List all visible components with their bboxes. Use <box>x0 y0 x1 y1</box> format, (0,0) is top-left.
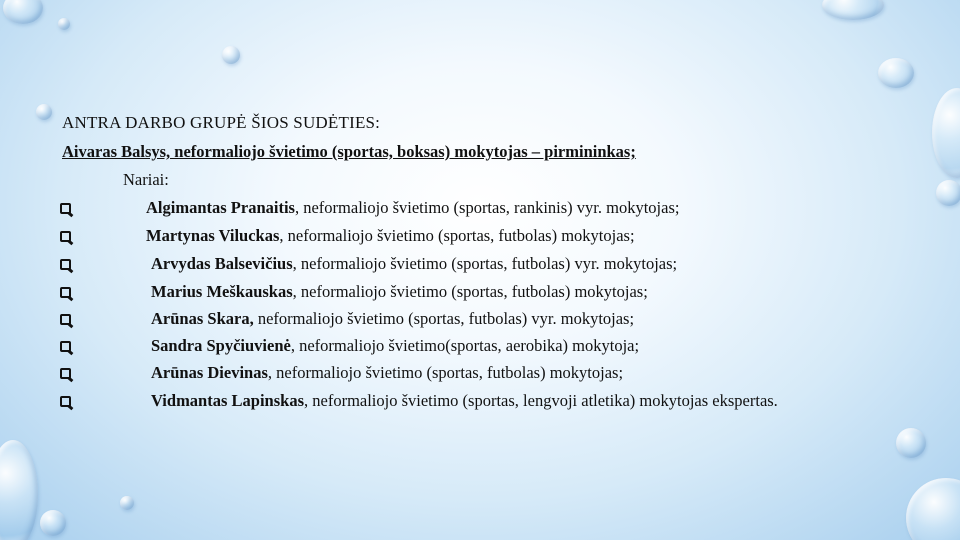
member-item <box>151 336 639 356</box>
member-description: , neformaliojo švietimo (sportas, rankinis) vyr. mokytojas; <box>294 198 680 217</box>
checkbox-bullet-icon <box>60 228 71 246</box>
member-item <box>151 282 648 302</box>
checkbox-bullet-icon <box>60 256 71 274</box>
member-name: Arvydas Balsevičius <box>151 254 293 273</box>
member-item <box>146 198 679 218</box>
member-item <box>151 363 623 383</box>
member-description: , neformaliojo švietimo(sportas, aerobika) mokytoja; <box>290 336 640 355</box>
member-name: Arūnas Dievinas <box>151 363 268 382</box>
members-label: Nariai: <box>123 170 169 189</box>
member-description: , neformaliojo švietimo (sportas, futbolas) mokytojas; <box>279 226 635 245</box>
member-description: , neformaliojo švietimo (sportas, lengvoji atletika) mokytojas ekspertas. <box>304 391 778 410</box>
checkbox-bullet-icon <box>60 284 71 302</box>
checkbox-bullet-icon <box>60 311 71 329</box>
member-item <box>151 309 634 329</box>
member-description: , neformaliojo švietimo (sportas, futbolas) vyr. mokytojas; <box>292 254 678 273</box>
group-chair: Aivaras Balsys, neformaliojo švietimo (sportas, boksas) mokytojas – pirmininkas; <box>62 142 636 161</box>
checkbox-bullet-icon <box>60 200 71 218</box>
member-name: Marius Meškauskas <box>151 282 293 301</box>
member-description: , neformaliojo švietimo (sportas, futbolas) mokytojas; <box>267 363 624 382</box>
member-item <box>146 226 635 246</box>
member-description: neformaliojo švietimo (sportas, futbolas) vyr. mokytojas; <box>253 309 635 328</box>
member-name: Sandra Spyčiuvienė <box>151 336 291 355</box>
member-name: Algimantas Pranaitis <box>146 198 295 217</box>
member-name: Arūnas Skara, <box>151 309 254 328</box>
member-item <box>151 254 677 274</box>
member-description: , neformaliojo švietimo (sportas, futbolas) mokytojas; <box>292 282 648 301</box>
checkbox-bullet-icon <box>60 365 71 383</box>
member-name: Vidmantas Lapinskas <box>151 391 304 410</box>
member-name: Martynas Viluckas <box>146 226 280 245</box>
checkbox-bullet-icon <box>60 338 71 356</box>
checkbox-bullet-icon <box>60 393 71 411</box>
member-item <box>151 391 778 411</box>
slide-heading: ANTRA DARBO GRUPĖ ŠIOS SUDĖTIES: <box>62 113 381 132</box>
